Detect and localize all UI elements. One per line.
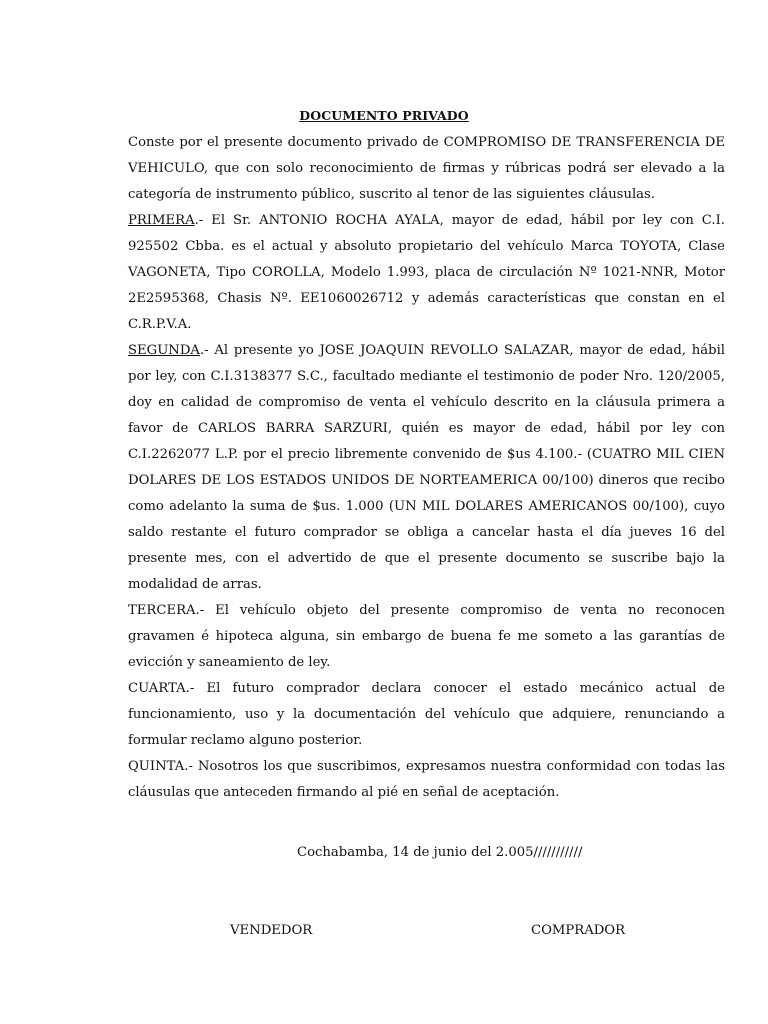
document-title: DOCUMENTO PRIVADO: [299, 108, 469, 123]
clause-segunda: [128, 338, 725, 598]
clause-quinta: [128, 754, 725, 806]
clause-text: .- El futuro comprador declara conocer el estado mecánico actual de funcionamiento, uso y la documentación del vehículo que adquiere, renunciando a formular reclamo alguno posterior.: [128, 681, 725, 748]
clause-text: .- El vehículo objeto del presente compromiso de venta no reconocen gravamen é hipoteca alguna, sin embargo de buena fe me someto a las garantías de evicción y saneamiento de ley.: [128, 603, 725, 670]
clause-heading: CUARTA: [128, 681, 186, 696]
seller-signature-label: VENDEDOR: [230, 923, 313, 938]
document-body: [128, 130, 725, 806]
clause-text: .- El Sr. ANTONIO ROCHA AYALA, mayor de edad, hábil por ley con C.I. 925502 Cbba. es el actual y absoluto propietario del vehículo Marca TOYOTA, Clase VAGONETA, Tipo COROLLA, Modelo 1.993, placa de circulación Nº 1021-NNR, Motor 2E2595368, Chasis Nº. EE1060026712 y además características que constan en el C.R.P.V.A.: [128, 213, 725, 332]
clause-primera: [128, 208, 725, 338]
clause-tercera: [128, 598, 725, 676]
buyer-signature-label: COMPRADOR: [531, 923, 626, 938]
intro-paragraph: Conste por el presente documento privado de COMPROMISO DE TRANSFERENCIA DE VEHICULO, que con solo reconocimiento de firmas y rúbricas podrá ser elevado a la categoría de instrumento público, suscrito al tenor de las siguientes cláusulas.: [128, 135, 725, 202]
clause-heading: QUINTA: [128, 759, 185, 774]
clause-heading: SEGUNDA: [128, 343, 200, 358]
clause-text: .- Al presente yo JOSE JOAQUIN REVOLLO SALAZAR, mayor de edad, hábil por ley, con C.I.3138377 S.C., facultado mediante el testimonio de poder Nro. 120/2005, doy en calidad de compromiso de venta el vehículo descrito en la cláusula primera a favor de CARLOS BARRA SARZURI, quién es mayor de edad, hábil por ley con C.I.2262077 L.P. por el precio libremente convenido de $us 4.100.- (CUATRO MIL CIEN DOLARES DE LOS ESTADOS UNIDOS DE NORTEAMERICA 00/100) dineros que recibo como adelanto la suma de $us. 1.000 (UN MIL DOLARES AMERICANOS 00/100), cuyo saldo restante el futuro comprador se obliga a cancelar hasta el día jueves 16 del presente mes, con el advertido de que el presente documento se suscribe bajo la modalidad de arras.: [128, 343, 725, 592]
place-date: Cochabamba, 14 de junio del 2.005///////////: [297, 845, 583, 860]
clause-heading: TERCERA: [128, 603, 196, 618]
clause-heading: PRIMERA: [128, 213, 195, 228]
clause-text: .- Nosotros los que suscribimos, expresamos nuestra conformidad con todas las cláusulas que anteceden firmando al pié en señal de aceptación.: [128, 759, 725, 800]
clause-cuarta: [128, 676, 725, 754]
